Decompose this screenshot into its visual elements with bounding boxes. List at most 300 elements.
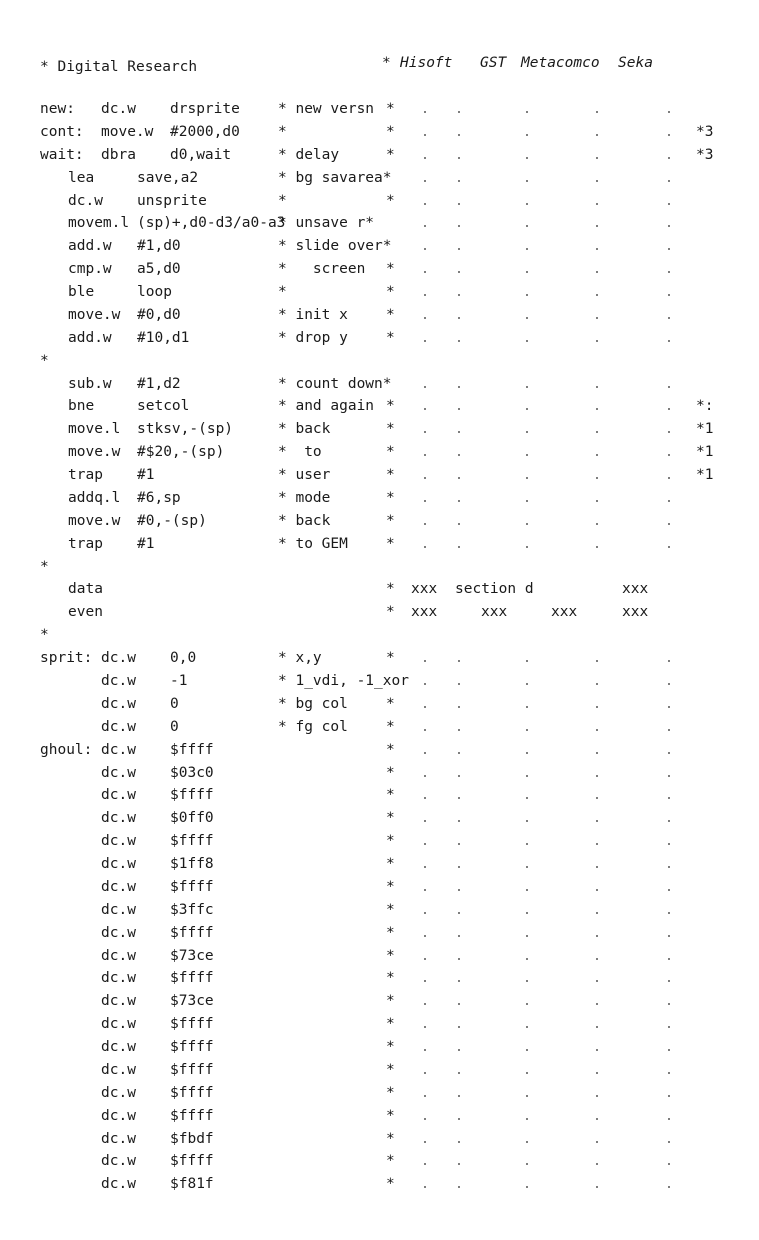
line-opcode: dc.w [68,192,103,209]
line-operand: $0ff0 [170,810,214,827]
line-opcode: dc.w [101,1084,136,1101]
line-comment: * and again [278,398,375,415]
column-dot [668,1118,670,1120]
column-dot [668,500,670,502]
line-comment: * screen [278,261,366,278]
column-dot [596,889,598,891]
line-comment: * init x [278,306,348,323]
header-star: * [382,55,391,71]
column-dot [668,1186,670,1188]
column-dot [526,729,528,731]
column-dot [668,248,670,250]
column-dot [458,134,460,136]
column-dot [526,340,528,342]
column-dot [526,546,528,548]
column-dot [526,958,528,960]
column-dot [668,889,670,891]
line-opcode: dc.w [101,673,136,689]
column-dot [668,820,670,822]
column-dot [668,454,670,456]
column-dot [526,317,528,319]
line-opcode: dc.w [101,970,136,987]
column-dot [668,546,670,548]
line-operand: #10,d1 [137,329,190,346]
column-dot [458,500,460,502]
column-dot [526,386,528,388]
column-dot [526,1003,528,1005]
column-dot [526,683,528,685]
column-dot [424,660,426,662]
column-dot [526,1141,528,1143]
column-dot [526,248,528,250]
column-dot [424,980,426,982]
column-dot [458,340,460,342]
column-dot [668,912,670,914]
column-dot [526,752,528,754]
column-dot [526,1049,528,1051]
line-opcode: add.w [68,329,112,346]
line-comment: * fg col [278,718,348,735]
line-comment: * new versn [278,101,375,117]
column-dot [596,1072,598,1074]
line-comment: * to GEM [278,535,348,552]
line-operand: 0,0 [170,650,197,667]
line-opcode: dc.w [101,787,136,804]
column-dot [424,820,426,822]
line-comment: * [278,192,287,209]
column-dot [424,203,426,205]
line-operand: -1 [170,673,188,689]
column-dot [458,225,460,227]
column-dot [424,1163,426,1165]
line-column-star: * [386,512,395,529]
line-column-star: * [386,1153,395,1170]
column-dot [458,683,460,685]
line-operand: #$20,-(sp) [137,444,225,461]
column-dot [596,1163,598,1165]
line-comment: * [278,284,287,301]
line-opcode: bne [68,398,95,415]
column-dot [668,1049,670,1051]
column-dot [596,180,598,182]
column-dot [668,523,670,525]
column-dot [668,958,670,960]
column-dot [458,1026,460,1028]
line-column-star: * [386,329,395,346]
column-dot [668,317,670,319]
column-dot [424,889,426,891]
column-dot [668,408,670,410]
column-dot [596,317,598,319]
column-dot [596,294,598,296]
column-dot [596,1003,598,1005]
line-column-entry: xxx [411,581,438,598]
line-comment: * unsave r* [278,215,375,232]
header-assembler-seka: Seka [618,55,653,71]
column-dot [458,980,460,982]
column-dot [526,980,528,982]
column-dot [668,431,670,433]
column-dot [526,294,528,296]
column-dot [458,248,460,250]
column-dot [668,386,670,388]
column-dot [596,225,598,227]
column-dot [526,271,528,273]
column-dot [424,500,426,502]
column-dot [424,729,426,731]
line-opcode: dbra [101,146,136,163]
column-dot [596,1186,598,1188]
column-dot [668,477,670,479]
line-opcode: trap [68,467,103,484]
column-dot [458,408,460,410]
column-dot [458,706,460,708]
column-dot [596,477,598,479]
line-operand: $ffff [170,970,214,987]
line-column-star: * [386,947,395,964]
line-label: cont: [40,123,84,140]
column-dot [668,111,670,113]
line-opcode: dc.w [101,1107,136,1124]
column-dot [596,1118,598,1120]
column-dot [668,660,670,662]
column-dot [424,248,426,250]
line-operand: stksv,-(sp) [137,421,234,438]
line-operand: $ffff [170,924,214,941]
line-column-star: * [386,604,395,621]
column-dot [458,935,460,937]
line-operand: unsprite [137,192,207,209]
line-column-star: * [386,718,395,735]
column-dot [668,180,670,182]
line-opcode: data [68,581,103,598]
column-dot [668,294,670,296]
column-dot [458,386,460,388]
line-opcode: dc.w [101,764,136,781]
column-dot [458,1186,460,1188]
column-dot [668,752,670,754]
line-comment: * drop y [278,329,348,346]
line-opcode: dc.w [101,1039,136,1056]
column-dot [596,523,598,525]
line-column-star: * [386,421,395,438]
header-assembler-hisoft: Hisoft [400,55,453,71]
line-column-star: * [386,856,395,873]
column-dot [424,454,426,456]
line-opcode: lea [68,169,95,186]
line-opcode: dc.w [101,1016,136,1033]
line-opcode: dc.w [101,901,136,918]
line-column-star: * [386,1130,395,1147]
column-dot [596,775,598,777]
line-column-star: * [386,1107,395,1124]
column-dot [424,1118,426,1120]
column-dot [526,477,528,479]
line-opcode: move.w [68,512,121,529]
line-comment: * user [278,467,331,484]
line-operand: $73ce [170,993,214,1010]
column-dot [596,912,598,914]
line-column-star: * [386,261,395,278]
line-operand: $ffff [170,787,214,804]
line-opcode: add.w [68,238,112,255]
line-margin-note: *1 [696,467,714,484]
line-operand: #0,-(sp) [137,512,207,529]
column-dot [458,752,460,754]
line-operand: #1 [137,535,155,552]
line-column-star: * [386,146,395,163]
line-column-star: * [386,444,395,461]
line-opcode: movem.l [68,215,130,232]
column-dot [424,546,426,548]
column-dot [424,1026,426,1028]
line-opcode: move.w [101,123,154,140]
line-comment: * back [278,512,331,529]
line-opcode: dc.w [101,878,136,895]
column-dot [596,1049,598,1051]
column-dot [458,271,460,273]
line-column-star: * [386,1176,395,1193]
column-dot [424,340,426,342]
column-dot [596,1095,598,1097]
line-column-star: * [386,398,395,415]
line-comment: * delay [278,146,340,163]
line-operand: #2000,d0 [170,123,240,140]
column-dot [596,408,598,410]
line-operand: $fbdf [170,1130,214,1147]
line-operand: $ffff [170,833,214,850]
column-dot [596,546,598,548]
line-operand: $ffff [170,1107,214,1124]
line-operand: $03c0 [170,764,214,781]
line-margin-note: *: [696,398,714,415]
column-dot [424,1095,426,1097]
column-dot [526,454,528,456]
column-dot [526,225,528,227]
column-dot [424,317,426,319]
column-dot [458,912,460,914]
column-dot [668,134,670,136]
column-dot [458,1003,460,1005]
line-comment: * count down* [278,375,392,392]
column-dot [668,271,670,273]
column-dot [424,1141,426,1143]
line-operand: #1,d0 [137,238,181,255]
column-dot [424,180,426,182]
line-column-star: * [386,878,395,895]
column-dot [668,843,670,845]
line-operand: #1,d2 [137,375,181,392]
line-operand: $ffff [170,1016,214,1033]
line-operand: $ffff [170,878,214,895]
column-dot [458,843,460,845]
column-dot [424,408,426,410]
column-dot [668,980,670,982]
column-dot [526,1095,528,1097]
column-dot [596,797,598,799]
header-title: * Digital Research [40,59,198,75]
column-dot [596,866,598,868]
column-dot [526,1118,528,1120]
column-dot [526,706,528,708]
column-dot [596,386,598,388]
line-opcode: trap [68,535,103,552]
column-dot [596,203,598,205]
column-dot [458,1049,460,1051]
column-dot [668,1163,670,1165]
line-opcode: dc.w [101,856,136,873]
column-dot [596,683,598,685]
column-dot [458,546,460,548]
column-dot [526,431,528,433]
line-column-entry: section d [455,581,534,598]
line-operand: $1ff8 [170,856,214,873]
column-dot [596,134,598,136]
column-dot [424,523,426,525]
line-opcode: dc.w [101,695,136,712]
line-operand: 0 [170,695,179,712]
column-dot [668,1095,670,1097]
line-label: ghoul: [40,741,93,758]
column-dot [458,1095,460,1097]
header-assembler-metacomco: Metacomco [521,55,600,71]
line-opcode: dc.w [101,993,136,1010]
line-operand: d0,wait [170,146,232,163]
column-dot [424,225,426,227]
line-column-star: * [386,787,395,804]
column-dot [526,912,528,914]
line-comment: * 1_vdi, -1_xor [278,673,409,689]
column-dot [458,203,460,205]
column-dot [526,203,528,205]
column-dot [526,500,528,502]
column-dot [526,660,528,662]
column-dot [458,820,460,822]
column-dot [596,500,598,502]
line-margin-note: *1 [696,444,714,461]
column-dot [458,889,460,891]
column-dot [458,958,460,960]
column-dot [596,157,598,159]
column-dot [526,866,528,868]
column-dot [526,180,528,182]
line-operand: $73ce [170,947,214,964]
line-column-star: * [386,970,395,987]
column-dot [668,225,670,227]
line-opcode: dc.w [101,1153,136,1170]
line-comment: * mode [278,489,331,506]
column-dot [424,294,426,296]
column-dot [424,706,426,708]
column-dot [424,477,426,479]
column-dot [668,340,670,342]
column-dot [526,157,528,159]
column-dot [526,523,528,525]
line-column-entry: xxx [551,604,578,621]
column-dot [526,1163,528,1165]
line-opcode: addq.l [68,489,121,506]
column-dot [424,843,426,845]
column-dot [424,775,426,777]
column-dot [424,1186,426,1188]
column-dot [458,660,460,662]
column-dot [526,1072,528,1074]
line-label: * [40,558,49,575]
line-column-star: * [386,1039,395,1056]
column-dot [458,111,460,113]
column-dot [424,431,426,433]
column-dot [596,1026,598,1028]
column-dot [596,111,598,113]
column-dot [668,797,670,799]
column-dot [668,866,670,868]
line-operand: setcol [137,398,190,415]
column-dot [526,775,528,777]
column-dot [458,431,460,433]
line-column-star: * [386,535,395,552]
line-column-star: * [386,284,395,301]
column-dot [596,660,598,662]
column-dot [526,111,528,113]
column-dot [458,1163,460,1165]
line-column-star: * [386,467,395,484]
column-dot [458,797,460,799]
column-dot [668,1003,670,1005]
line-operand: $ffff [170,741,214,758]
line-operand: a5,d0 [137,261,181,278]
column-dot [668,1072,670,1074]
column-dot [424,958,426,960]
column-dot [458,729,460,731]
column-dot [424,935,426,937]
line-opcode: dc.w [101,924,136,941]
column-dot [458,1141,460,1143]
line-comment: * to [278,444,322,461]
column-dot [424,797,426,799]
column-dot [596,752,598,754]
column-dot [458,523,460,525]
line-column-entry: xxx [622,581,649,598]
column-dot [668,729,670,731]
line-operand: save,a2 [137,169,199,186]
column-dot [526,1026,528,1028]
line-column-star: * [386,306,395,323]
line-comment: * [278,123,287,140]
column-dot [526,820,528,822]
column-dot [668,1026,670,1028]
line-column-star: * [386,489,395,506]
line-operand: $ffff [170,1039,214,1056]
line-column-star: * [386,810,395,827]
line-label: * [40,627,49,644]
line-comment: * slide over* [278,238,392,255]
column-dot [596,980,598,982]
column-dot [424,1049,426,1051]
line-comment: * bg col [278,695,348,712]
column-dot [596,935,598,937]
line-opcode: dc.w [101,947,136,964]
line-opcode: cmp.w [68,261,112,278]
line-comment: * back [278,421,331,438]
column-dot [596,958,598,960]
column-dot [424,1072,426,1074]
column-dot [668,157,670,159]
column-dot [458,477,460,479]
line-comment: * bg savarea* [278,169,392,186]
line-opcode: dc.w [101,1061,136,1078]
line-column-entry: xxx [411,604,438,621]
column-dot [596,340,598,342]
